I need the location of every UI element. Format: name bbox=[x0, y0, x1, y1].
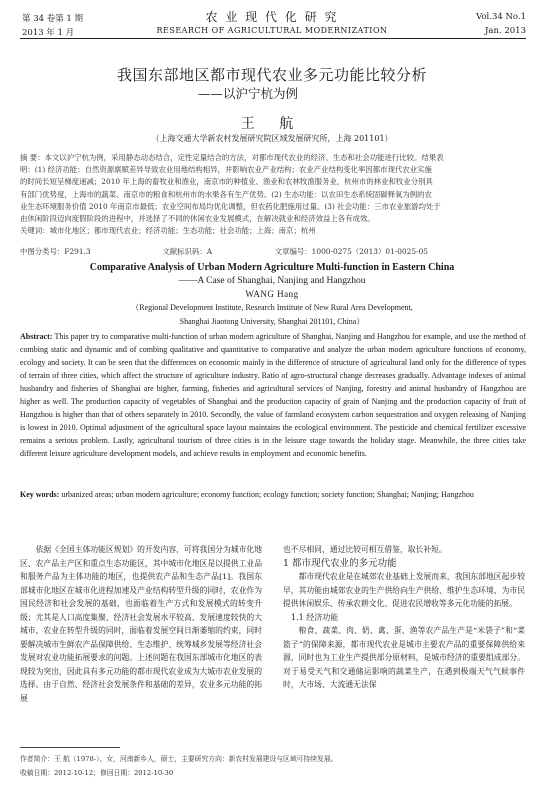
volume-cn: 第 34 卷第 1 期 bbox=[22, 14, 84, 24]
body-column-right bbox=[283, 543, 525, 692]
section-1-1-paragraph: 粮食、蔬菜、肉、奶、禽、蛋、渔等农产品生产是“米袋子”和“菜篮子”的保障来源，都市现代农业是城市主要农产品的重要保障供给来源，同时也为工业生产提供部分原材料，是城市经济的重要组成部分。对于易受天气和交通储运影响的蔬菜生产，在遇到极端天气气候事件时，大市场、大流通无法保 bbox=[283, 626, 525, 689]
abstract-cn-line: 业生态环境服务价值 2010 年南京市最低；农业空间布局均优化调整，但农药化肥施用过量。(3) 社会功能：三市农业旅游均处于 bbox=[20, 201, 441, 211]
article-number: 文章编号：1000-0275（2013）01-0025-05 bbox=[274, 247, 428, 256]
footnote-rule bbox=[20, 747, 120, 748]
keywords-en bbox=[20, 488, 526, 501]
paper-subtitle-en: ——A Case of Shanghai, Nanjing and Hangzhou bbox=[178, 276, 366, 286]
date-cn: 2013 年 1 月 bbox=[22, 28, 75, 38]
volume-en: Vol.34 No.1 bbox=[476, 12, 526, 22]
body-column-left bbox=[20, 543, 262, 705]
intro-paragraph: 依据《全国主体功能区规划》的开发内容，可将我国分为城市化地区、农产品主产区和重点生态功能区，其中城市化地区是以提供工业品和服务产品为主体功能的地区，也提供农产品和生态产品[1]。我国东部城市化地区在城市化进程加速及产业结构转型升级的同时，农业作为国民经济和社会发展的基础，也面临着生产方式和发展模式的转变升级；尤其是人口高度集聚、经济社会发展水平较高、发展速度较快的大城市，农业在转型升级的同时，面临着发展空间日渐萎缩的约束，同时要解决城市生鲜农产品保障供给、生态维护、统筹城乡发展等经济社会发展对农业功能拓展要求的问题。上述问题在我国东部城市化地区的表现较为突出，因此具有多元功能的都市现代农业成为大城市农业发展的选择。由于自然、经济社会发展条件和基础的差异，农业多元功能的拓展 bbox=[20, 545, 262, 703]
abstract-cn-line: 明：(1) 经济功能：自然资源禀赋差异导致农业用地结构相异，并影响农业产业结构；农业产业结构变化率因都市现代农业实施 bbox=[20, 165, 432, 175]
subsection-heading-1-1: 1.1 经济功能 bbox=[291, 612, 339, 622]
journal-title-cn: 农 业 现 代 化 研 究 bbox=[205, 10, 339, 24]
keywords-en-text: urbanized areas; urban modern agriculture; economy function; ecology function; society function; Shanghai; Nanjing; Hangzhou bbox=[61, 490, 474, 499]
author-cn: 王 航 bbox=[240, 116, 304, 132]
abstract-en-text: This paper try to comparative multi-function of urban modern agriculture of Shanghai, Nanjing and Hangzhou for example, and use the method of combing static and dynamic and of combing qualitative and quantitative to comparative and analyze the urban modern agriculture functions of economy, ecology and society. It can be seen that the differences on economic mainly in the difference of structure of agricultural land only for the difference of types of terrain of three cities, which affect the structure of agriculture industry. Ratio of agro-structural change decreases gradually. Advantage indexes of animal husbandry and fisheries of Shanghai are higher, farming, fisheries and agricultural services of Nanjing, forestry and animal husbandry of Hangzhou are higher as well. The production capacity of vegetables of Shanghai and the production capacity of grain of Nanjing and the production capacity of fruit of Hangzhou is higher than that of others separately in 2010. Secondly, the value of farmland ecosystem carbon sequestration and oxygen releasing of Nanjing is lowest in 2010. Optimal adjustment of the agricultural space layout maintains the ecological environment. The pesticide and chemical fertilizer excessive remains a serious problem. Lastly, agricultural tourism of three cities is in the leisure stage towards the holiday stage. Meanwhile, the three cities take different leisure agriculture development models, and achieve results in employment and economic benefits. bbox=[20, 332, 526, 458]
section-1-paragraph: 都市现代农业是在城郊农业基础上发展而来，我国东部地区起步较早，其功能由城郊农业的生产供给向生产供给、维护生态环境、为市民提供休闲娱乐、传承农耕文化、促进农民增收等多元化功能的拓展。 bbox=[283, 572, 525, 608]
section-heading-1: 1 都市现代农业的多元功能 bbox=[283, 557, 397, 569]
abstract-cn-line: 有部门优势度，上海市的蔬菜、南京市的粮食和杭州市的水果各有生产优势。(2) 生态功能：以农田生态系统固碳释氧为例的农 bbox=[20, 189, 432, 199]
abstract-en-label: Abstract: bbox=[20, 332, 53, 341]
clc-number: 中图分类号：F291.3 bbox=[20, 247, 91, 256]
affiliation-en-line2: Shanghai Jiaotong University, Shanghai 201101, China） bbox=[179, 317, 365, 326]
classification-line bbox=[20, 246, 526, 257]
paper-title-en: Comparative Analysis of Urban Modern Agriculture Multi-function in Eastern China bbox=[89, 262, 455, 273]
date-en: Jan. 2013 bbox=[485, 26, 526, 36]
document-code: 文献标识码：A bbox=[162, 247, 213, 256]
author-footnote: 作者简介：王 航（1978-），女，河南新乡人，硕士，主要研究方向：新农村发展建设与区域可持续发展。 bbox=[20, 755, 338, 763]
keywords-en-label: Key words: bbox=[20, 490, 60, 499]
affiliation-cn: （上海交通大学新农村发展研究院区域发展研究所，上海 201101） bbox=[151, 134, 393, 143]
received-date-footnote: 收稿日期：2012-10-12；修回日期：2012-10-30 bbox=[20, 769, 174, 777]
abstract-cn-line: 由休闲阶段迈向度假阶段的进程中，并选择了不同的休闲农业发展模式，在解决就业和经济效益上各有成效。 bbox=[20, 214, 375, 224]
author-en: WANG Hang bbox=[245, 289, 299, 299]
abstract-cn bbox=[20, 152, 526, 237]
running-header bbox=[0, 8, 544, 42]
affiliation-en-line1: （Regional Development Institute, Research Institute of New Rural Area Development, bbox=[131, 303, 413, 312]
header-rule bbox=[20, 38, 526, 39]
paper-subtitle-cn: ——以沪宁杭为例 bbox=[198, 86, 299, 101]
abstract-en bbox=[20, 330, 526, 460]
abstract-cn-line: 摘 要：本文以沪宁杭为例，采用静态动态结合，定性定量结合的方法，对都市现代农业的经济、生态和社会功能进行比较。结果表 bbox=[20, 153, 444, 162]
abstract-cn-line: 的时间长短呈梯度递减；2010 年上海的畜牧业和渔业，南京市的种植业、渔业和农林牧渔服务业，杭州市的林业和牧业分别具 bbox=[20, 177, 433, 187]
journal-title-en: RESEARCH OF AGRICULTURAL MODERNIZATION bbox=[156, 26, 388, 35]
intro-paragraph-continued: 也不尽相同，通过比较可相互借鉴，取长补短。 bbox=[283, 545, 447, 554]
keywords-cn: 关键词：城市化地区；都市现代农业；经济功能；生态功能；社会功能；上海；南京；杭州 bbox=[20, 226, 316, 236]
paper-title-cn: 我国东部地区都市现代农业多元功能比较分析 bbox=[116, 66, 427, 84]
